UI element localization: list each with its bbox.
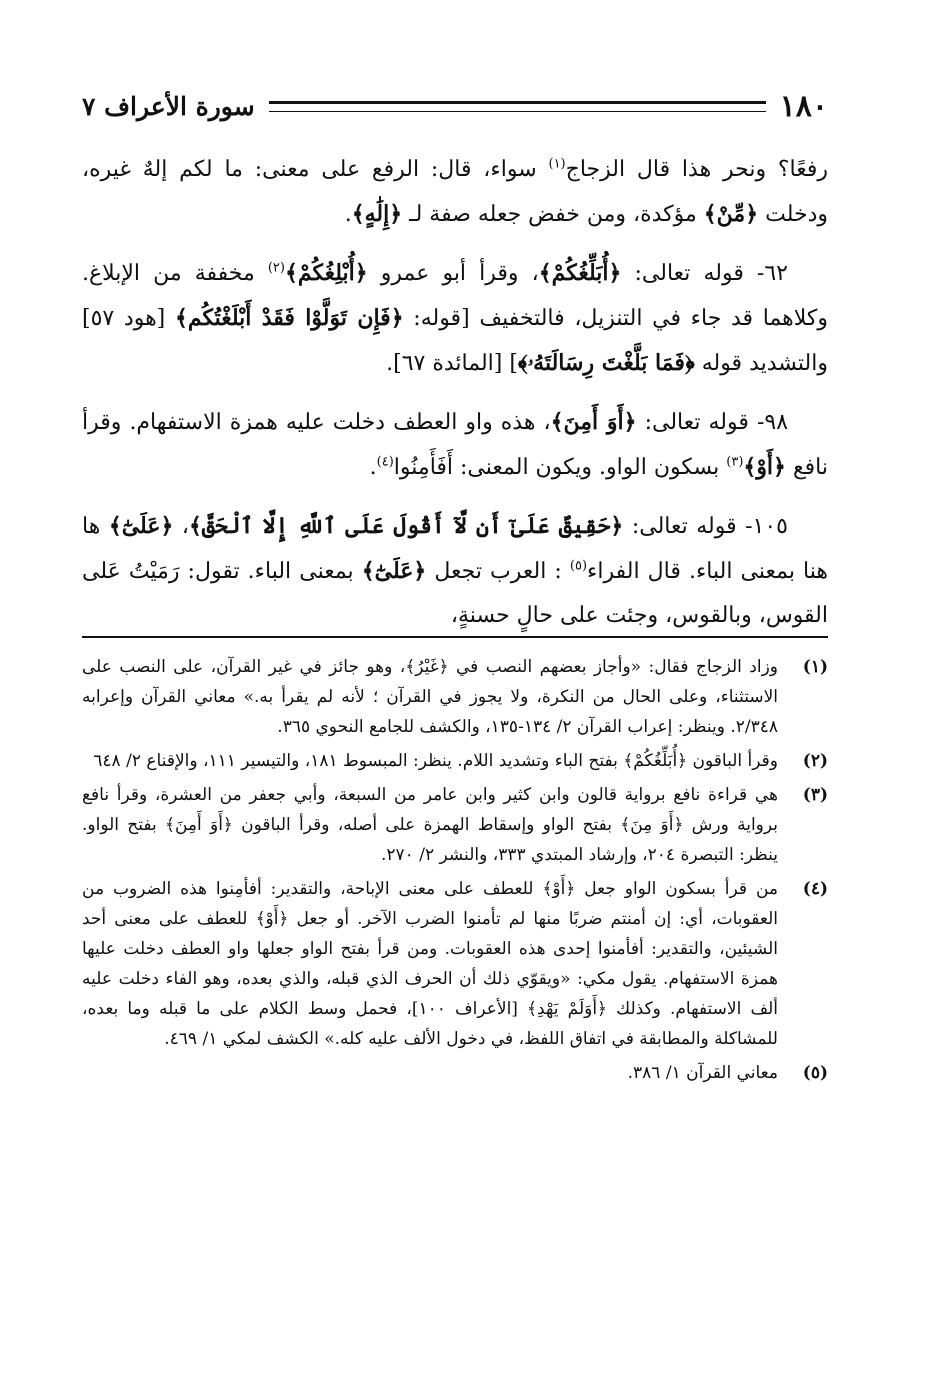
quran-quote: ﴿إِلَٰهٍ﴾ xyxy=(351,201,403,227)
footnote-ref: (١) xyxy=(548,156,566,172)
footnote-2 xyxy=(82,746,828,776)
paragraph-4 xyxy=(82,504,828,638)
text: مؤكدة، ومن خفض جعله صفة لـ xyxy=(402,202,704,227)
text: ٩٨- قوله تعالى: xyxy=(636,410,789,435)
footnote-number: (٢) xyxy=(802,751,828,771)
text: ، هذه واو العطف دخلت عليه همزة الاستفهام. وقرأ نافع xyxy=(82,410,828,480)
footnote-number: (١) xyxy=(802,657,828,677)
quran-quote: ﴿عَلَىٰٓ﴾ xyxy=(108,513,174,539)
footnote-number: (٣) xyxy=(802,785,828,805)
text: . xyxy=(344,202,352,227)
footnote-number: (٥) xyxy=(802,1063,828,1083)
footnote-ref: (٤) xyxy=(376,454,394,470)
footnote-text: وزاد الزجاج فقال: «وأجاز بعضهم النصب في ﴿غَيْرُ﴾، وهو جائز في غير القرآن، على النصب على الاستثناء، وعلى الحال من النكرة، ولا يجوز في القرآن ؛ لأنه لم يقرأ به.» معاني القرآن وإعرابه ٢/٣٤٨. وينظر: إعراب القرآن ٢/ ١٣٤-١٣٥، والكشف للجامع النحوي ٣٦٥. xyxy=(82,657,778,737)
text: مخففة من الإبلاغ. وكلاهما قد جاء في التنزيل، فالتخفيف [قوله: xyxy=(82,261,828,331)
quran-quote: ﴿عَلَىٰٓ﴾ xyxy=(361,558,427,584)
text: ١٠٥- قوله تعالى: xyxy=(623,514,788,539)
footnote-ref: (٥) xyxy=(569,558,588,574)
text: رفعًا؟ ونحر هذا قال الزجاج xyxy=(565,157,829,182)
text: [هود ٥٧] والتشديد قوله xyxy=(82,306,828,376)
paragraph-3 xyxy=(82,400,828,490)
quran-quote: ﴿فَإِن تَوَلَّوْا فَقَدْ أَبْلَغْتُكُم﴾ xyxy=(174,305,404,331)
paragraph-1 xyxy=(82,148,828,237)
footnote-5 xyxy=(82,1058,828,1088)
footnote-text: معاني القرآن ١/ ٣٨٦. xyxy=(627,1063,778,1083)
quran-quote: ﴿أَوَ أَمِنَ﴾ xyxy=(550,409,637,435)
quran-quote: ﴿أُبَلِّغُكُمْ﴾ xyxy=(538,260,622,286)
footnote-ref: (٢) xyxy=(267,260,285,276)
footnote-number: (٤) xyxy=(802,879,828,899)
footnotes xyxy=(82,652,828,1092)
quran-quote: ﴿أَوْ﴾ xyxy=(743,454,786,480)
header-rule xyxy=(269,101,766,112)
quran-quote: ﴿مِّنْ﴾ xyxy=(703,201,759,227)
main-text xyxy=(82,148,828,652)
quran-quote: ﴿حَقِيقٌ عَلَىٰٓ أَن لَّآ أَقُولَ عَلَى ٱللَّهِ إِلَّا ٱلْحَقَّ﴾ xyxy=(188,513,624,539)
footnote-text: وقرأ الباقون ﴿أُبَلِّغُكُمْ﴾ بفتح الباء وتشديد اللام. ينظر: المبسوط ١٨١، والتيسير ١١١، والإقناع ٢/ ٦٤٨ xyxy=(93,751,778,771)
page-number: ١٨٠ xyxy=(779,88,828,124)
footnote-separator xyxy=(82,636,828,638)
text: ، xyxy=(173,514,189,539)
text: بسكون الواو. ويكون المعنى: أَفَأَمِنُوا xyxy=(393,455,727,480)
text: : العرب تجعل xyxy=(426,559,570,584)
footnote-3 xyxy=(82,780,828,870)
text: ها هنا بمعنى الباء. قال الفراء xyxy=(82,514,828,584)
text: ] [المائدة ٦٧]. xyxy=(386,351,518,376)
footnote-text: هي قراءة نافع برواية قالون وابن كثير وابن عامر من السبعة، وأبي جعفر من العشرة، وقرأ نافع برواية ورش ﴿أَوَ مِنَ﴾ بفتح الواو وإسقاط الهمزة على أصله، وقرأ الباقون ﴿أَوَ أَمِنَ﴾ بفتح الواو. ينظر: التبصرة ٢٠٤، وإرشاد المبتدي ٣٣٣، والنشر ٢/ ٢٧٠. xyxy=(82,785,778,865)
paragraph-2 xyxy=(82,251,828,386)
footnote-1 xyxy=(82,652,828,742)
text: بمعنى الباء. تقول: رَمَيْتُ عَلى القوس، وبالقوس، وجئت على حالٍ حسنةٍ، xyxy=(82,559,828,628)
surah-title: سورة الأعراف ٧ xyxy=(82,91,255,121)
text: ، وقرأ أبو عمرو xyxy=(367,261,539,286)
quran-quote: ﴿فَمَا بَلَّغْتَ رِسَالَتَهُۥ﴾ xyxy=(517,350,695,376)
page-header xyxy=(82,86,828,126)
footnote-4 xyxy=(82,874,828,1054)
text: ٦٢- قوله تعالى: xyxy=(621,261,788,286)
text: . xyxy=(369,455,377,480)
quran-quote: ﴿أُبْلِغُكُمْ﴾ xyxy=(284,260,368,286)
text: سواء، قال: الرفع على معنى: ما لكم إلهٌ غيره، ودخلت xyxy=(82,157,828,227)
footnote-text: من قرأ بسكون الواو جعل ﴿أَوْ﴾ للعطف على معنى الإباحة، والتقدير: أفأمِنوا هذه الضروب من العقوبات، أي: إن أمنتم ضربًا منها لم تأمنوا الضرب الآخر. أو جعل ﴿أَوْ﴾ للعطف على معنى أحد الشيئين، والتقدير: أفأمنوا إحدى هذه العقوبات. ومن قرأ بفتح الواو جعلها واو العطف دخلت عليها همزة الاستفهام. يقول مكي: «ويقوّي ذلك أن الحرف الذي قبله، والذي بعده، وهو الفاء دخلت عليه ألف الاستفهام. وكذلك ﴿أَوَلَمْ يَهْدِ﴾ [الأعراف ١٠٠]، فحمل وسط الكلام على ما قبله وما بعده، للمشاكلة والمطابقة في اتفاق اللفظ، في دخول الألف عليه كله.» الكشف لمكي ١/ ٤٦٩. xyxy=(82,879,778,1049)
footnote-ref: (٣) xyxy=(726,454,744,470)
